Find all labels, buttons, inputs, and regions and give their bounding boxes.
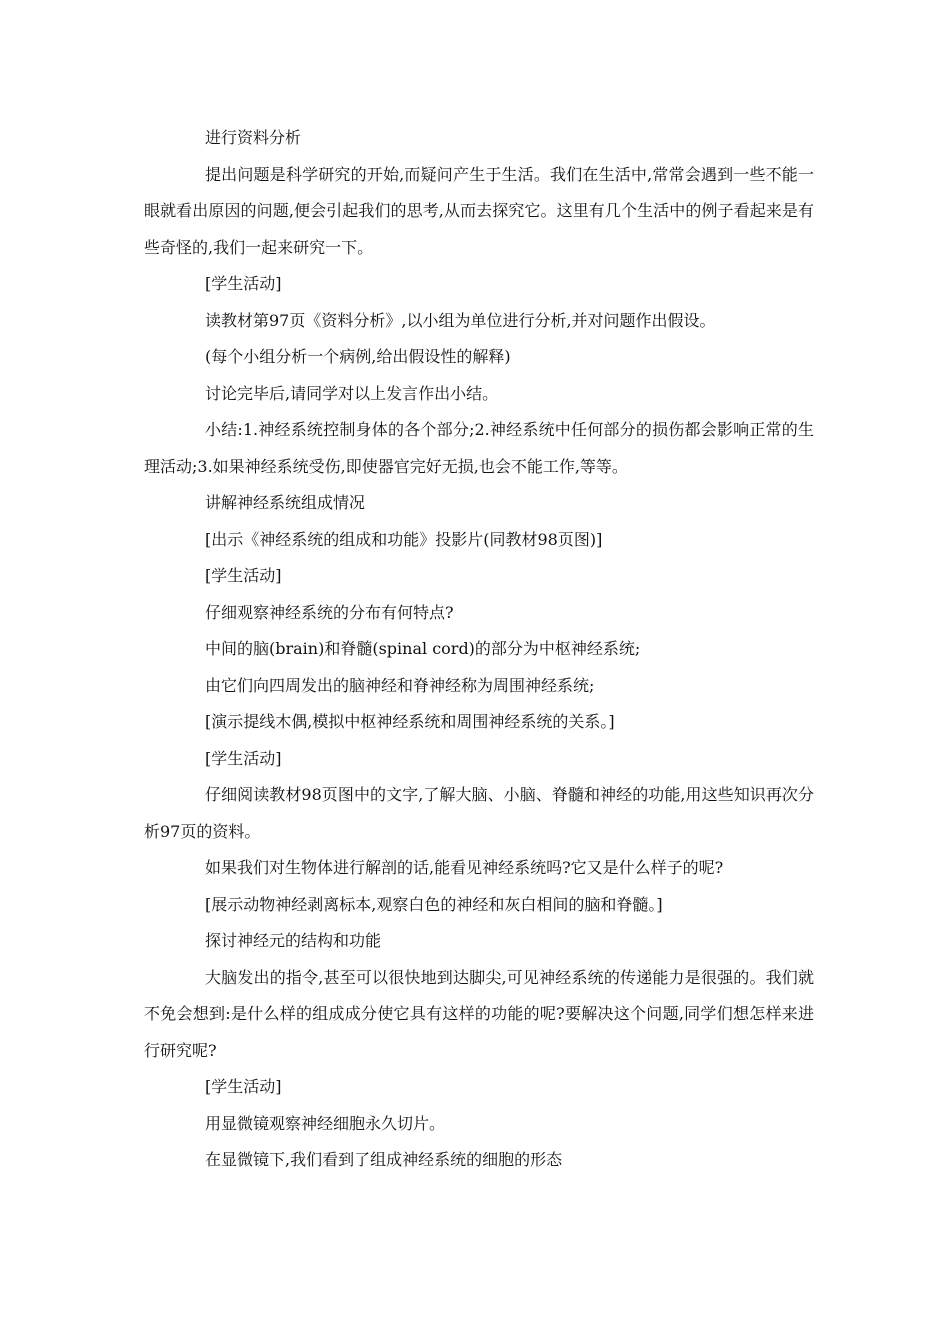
paragraph: 如果我们对生物体进行解剖的话,能看见神经系统吗?它又是什么样子的呢? bbox=[205, 858, 724, 877]
section-heading: 探讨神经元的结构和功能 bbox=[205, 931, 382, 950]
paragraph: 用显微镜观察神经细胞永久切片。 bbox=[205, 1113, 446, 1133]
summary-paragraph: 小结:1.神经系统控制身体的各个部分;2.神经系统中任何部分的损伤都会影响正常的生理活动;3.如果神经系统受伤,即使器官完好无损,也会不能工作,等等。 bbox=[144, 420, 814, 476]
document-body bbox=[144, 120, 814, 1179]
paragraph: 中间的脑(brain)和脊髓(spinal cord)的部分为中枢神经系统; bbox=[205, 639, 641, 658]
paragraph: 仔细阅读教材98页图中的文字,了解大脑、小脑、脊髓和神经的功能,用这些知识再次分析97页的资料。 bbox=[144, 785, 814, 841]
paragraph: [出示《神经系统的组成和功能》投影片(同教材98页图)] bbox=[205, 529, 603, 549]
section-heading: 讲解神经系统组成情况 bbox=[205, 493, 366, 512]
paragraph: 提出问题是科学研究的开始,而疑问产生于生活。我们在生活中,常常会遇到一些不能一眼就看出原因的问题,便会引起我们的思考,从而去探究它。这里有几个生活中的例子看起来是有些奇怪的,我们一起来研究一下。 bbox=[144, 164, 814, 257]
paragraph: (每个小组分析一个病例,给出假设性的解释) bbox=[205, 347, 511, 366]
paragraph: 在显微镜下,我们看到了组成神经系统的细胞的形态 bbox=[205, 1150, 563, 1169]
activity-label: [学生活动] bbox=[205, 274, 282, 293]
paragraph: [演示提线木偶,模拟中枢神经系统和周围神经系统的关系。] bbox=[205, 712, 615, 731]
activity-label: [学生活动] bbox=[205, 566, 282, 585]
paragraph: [展示动物神经剥离标本,观察白色的神经和灰白相间的脑和脊髓。] bbox=[205, 894, 663, 914]
paragraph: 读教材第97页《资料分析》,以小组为单位进行分析,并对问题作出假设。 bbox=[205, 310, 716, 330]
paragraph: 讨论完毕后,请同学对以上发言作出小结。 bbox=[205, 383, 499, 403]
paragraph: 仔细观察神经系统的分布有何特点? bbox=[205, 602, 454, 622]
paragraph: 大脑发出的指令,甚至可以很快地到达脚尖,可见神经系统的传递能力是很强的。我们就不免会想到:是什么样的组成成分使它具有这样的功能的呢?要解决这个问题,同学们想怎样来进行研究呢? bbox=[144, 967, 814, 1060]
activity-label: [学生活动] bbox=[205, 1077, 282, 1096]
activity-label: [学生活动] bbox=[205, 748, 282, 768]
section-heading: 进行资料分析 bbox=[205, 128, 302, 147]
paragraph: 由它们向四周发出的脑神经和脊神经称为周围神经系统; bbox=[205, 675, 595, 695]
